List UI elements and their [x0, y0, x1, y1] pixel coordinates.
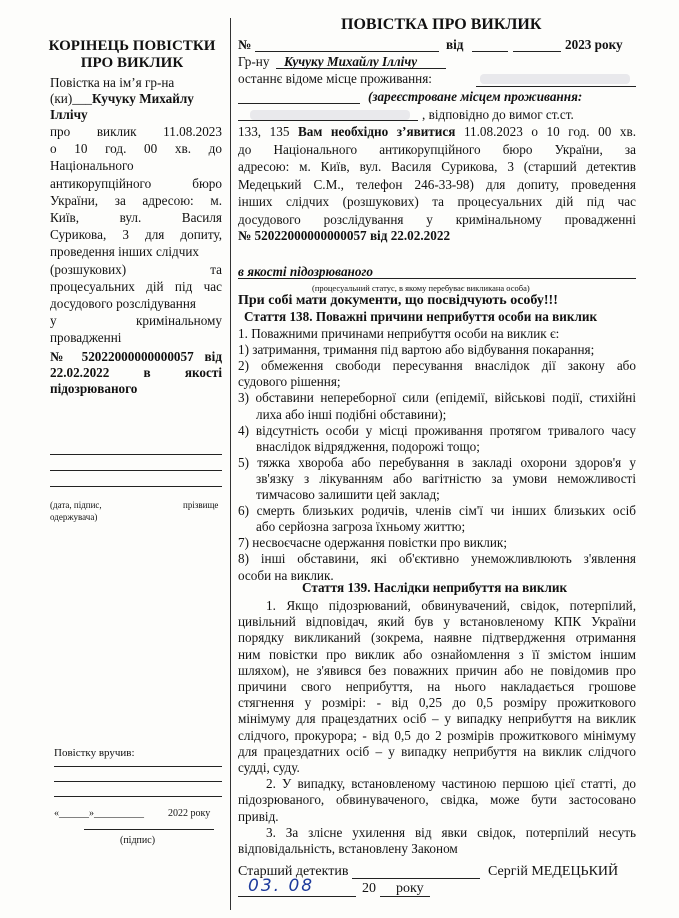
notice-title: ПОВІСТКА ПРО ВИКЛИК [341, 16, 542, 33]
notice-year: 2023 року [565, 37, 623, 52]
stub-line [50, 486, 222, 487]
stub-signature-caption: (підпис) [120, 835, 156, 846]
date-year-line [380, 896, 430, 897]
notice-citizen-label: Гр-ну [238, 54, 270, 69]
article-138-line: тимчасово залишити цей заклад; [256, 487, 440, 502]
stub-line [54, 796, 222, 797]
notice-para-line: інших слідчих (розшукових) та процесуальних дій під час [238, 194, 636, 209]
date-year-word: року [396, 881, 424, 896]
article-139-line: для працездатних осіб – у випадку неприбуття на виклик слідчого [238, 743, 636, 759]
stub-date-line: «______»__________ [54, 808, 144, 819]
article-138-line: 3) обставини непереборної сили (епідемії, військові події, стихійні [238, 390, 636, 406]
notice-para-line: до Національного антикорупційного бюро України, за [238, 141, 636, 157]
stub-body-line: України, за адресою: м. [50, 192, 222, 208]
article-139-line: привід. [238, 808, 279, 824]
stub-line [54, 781, 222, 782]
article-138-line: особи на виклик. [238, 567, 334, 583]
article-138-line: судового рішення; [238, 374, 341, 390]
stub-body-line: Київ, вул. Василя [50, 210, 222, 225]
notice-address-line [238, 120, 418, 121]
stub-body-line: процесуальних дій під час [50, 278, 222, 294]
notice-status-caption: (процесуальний статус, в якому перебуває викликана особа) [312, 283, 530, 293]
article-139-line: відповідальність, встановлену Законом [238, 841, 458, 856]
article-139-line: причини свого неприбуття, на нього накладається грошове [238, 679, 636, 694]
article-139-line: 1. Якщо підозрюваний, обвинувачений, свідок, потерпілий, [266, 598, 636, 613]
stub-name-prefix: Повістка на ім’я гр-на [50, 75, 175, 90]
stub-received-label: Повістку вручив: [54, 747, 135, 759]
article-138-line: 2) обмеження свободи пересування внаслідок дії закону або [238, 358, 636, 374]
stub-title: КОРІНЕЦЬ ПОВІСТКИ [48, 38, 216, 54]
notice-registered-label: (зареєстроване місцем проживання: [368, 89, 583, 104]
article-138-line: 6) смерть близьких родичів, членів сім'ї чи інших близьких осіб [238, 503, 636, 519]
stub-name-blank: (ки)___ [50, 91, 93, 106]
notice-appear-time: 11.08.2023 о 10 год. 00 хв. [455, 124, 636, 139]
stub-case-line-2: 22.02.2022 в якості [50, 365, 222, 380]
article-139-line: порядку викликаний (зокрема, наявне підтвердження отримання [238, 630, 636, 646]
stub-name: Кучуку Михайлу [92, 91, 194, 106]
notice-address-line [476, 86, 636, 87]
article-138-line: лиха або інші подібні обставини); [256, 406, 447, 422]
date-year-prefix: 20 [362, 881, 376, 896]
article-139-title: Стаття 139. Наслідки неприбуття на виклик [302, 580, 568, 595]
article-138-line: 4) відсутність особи у місці проживання протягом тривалого часу [238, 422, 636, 438]
article-138-line: 7) несвоєчасне одержання повістки про виклик; [238, 535, 507, 551]
stub-body-line: о 10 год. 00 хв. до [50, 141, 222, 157]
notice-documents: При собі мати документи, що посвідчують особу!!! [238, 293, 558, 308]
date-line [238, 896, 356, 897]
stub-body-line: Національного [50, 158, 134, 174]
article-139-line: 2. У випадку, встановленому частиною першою цієї статті, до [266, 776, 636, 792]
notice-para-line: Медецький С.М., телефон 246-33-98) для допиту, проведення [238, 176, 636, 192]
notice-month-blank [513, 51, 561, 52]
stub-date-year: 2022 року [168, 808, 211, 819]
notice-address-line [238, 103, 360, 104]
notice-last-address: останнє відоме місце проживання: [238, 71, 432, 86]
stub-name-line-2: Іллічу [50, 107, 88, 122]
article-139-line: судді, суду. [238, 760, 300, 775]
stub-line [54, 766, 222, 767]
stub-body-line: провадженні [50, 330, 122, 346]
notice-para-line: досудового розслідування у кримінальному провадженні [238, 211, 636, 227]
article-139-line: підозрюваного, обвинуваченого, свідка, може бути застосовано [238, 792, 636, 808]
article-139-line: цивільний відповідач, який був у встановленому КПК України [238, 614, 636, 630]
stub-case-line-1: № 52022000000000057 від [50, 349, 222, 364]
handwritten-date: 03. 08 [248, 876, 315, 896]
stub-name-line-1 [50, 91, 194, 107]
article-138-title: Стаття 138. Поважні причини неприбуття особи на виклик [244, 309, 598, 324]
notice-para-line-1 [238, 124, 636, 140]
stub-body-line: (розшукових) та [50, 261, 222, 277]
stub-body-line: про виклик 11.08.2023 [50, 124, 222, 139]
article-138-line: або серйозна загроза їхньому життю; [256, 519, 466, 535]
stub-body-line: досудового розслідування [50, 296, 196, 311]
article-138-line: 5) тяжка хвороба або перебування в закладі охорони здоров'я у [238, 454, 636, 470]
article-138-line: 8) інші обставини, які об'єктивно унеможливлюють з'явлення [238, 551, 636, 567]
signer-label: Старший детектив [238, 864, 349, 879]
notice-number-blank [255, 51, 439, 52]
stub-sign-caption: (дата, підпис, [50, 500, 102, 510]
stub-case-line-3: підозрюваного [50, 381, 138, 396]
stub-body-line: антикорупційного бюро [50, 175, 222, 191]
stub-line [50, 470, 222, 471]
stub-title-2: ПРО ВИКЛИК [80, 55, 184, 71]
column-divider [230, 18, 231, 910]
notice-articles-tail: , відповідно до вимог ст.ст. [422, 107, 574, 122]
article-138-line: 1) затримання, тримання під вартою або відбування покарання; [238, 342, 595, 358]
article-139-line: шляхом), не з'явився без поважних причин або не повідомив про [238, 662, 636, 678]
stub-sign-caption-right: прізвище [183, 500, 219, 510]
notice-para-line: адресою: м. Київ, вул. Василя Сурикова, 3 (старший детектив [238, 159, 636, 174]
stub-body-line: проведення інших слідчих [50, 244, 200, 260]
article-139-line: слідчого, прокурора; - від 0,5 до 2 розмірів прожиткового мінімуму [238, 727, 636, 743]
notice-case-number: № 52022000000000057 від 22.02.2022 [238, 228, 451, 243]
notice-number-label: № [238, 37, 252, 52]
notice-articles: 133, 135 [238, 124, 298, 139]
notice-from-label: від [446, 37, 464, 52]
article-138-line: внаслідок відрядження, подорожі тощо; [256, 438, 480, 454]
article-139-line: ним повістки про виклик або ознайомлення з її змістом іншим [238, 646, 636, 662]
article-138-line: зв'язку з лікуванням або вагітністю за умови неможливості [256, 470, 636, 486]
stub-line [50, 454, 222, 455]
notice-citizen-name: Кучуку Михайлу Іллічу [284, 54, 418, 69]
article-139-line: 3. За злісне ухилення від явки свідок, потерпілий несуть [266, 824, 636, 840]
signer-signature-line [352, 878, 480, 879]
stub-signature-line [84, 829, 214, 830]
signer-name: Сергій МЕДЕЦЬКИЙ [488, 864, 619, 879]
stub-body-line: у кримінальному [50, 313, 222, 329]
notice-status: в якості підозрюваного [238, 264, 373, 279]
notice-status-line [238, 278, 636, 279]
article-138-line: 1. Поважними причинами неприбуття особи на виклик є: [238, 326, 560, 341]
redacted-address [480, 74, 630, 84]
redacted-registered [250, 110, 410, 120]
article-139-line: мінімуму для працездатних осіб – у випадку неприбуття на виклик [238, 711, 636, 727]
stub-body-line: Сурикова, 3 для допиту, [50, 227, 222, 243]
notice-day-blank [472, 51, 508, 52]
article-139-line: стягнення у розмірі: - від 0,25 до 0,5 розміру прожиткового [238, 695, 636, 711]
notice-must-appear: Вам необхідно з’явитися [298, 124, 456, 139]
stub-sign-caption-2: одержувача) [50, 512, 98, 522]
